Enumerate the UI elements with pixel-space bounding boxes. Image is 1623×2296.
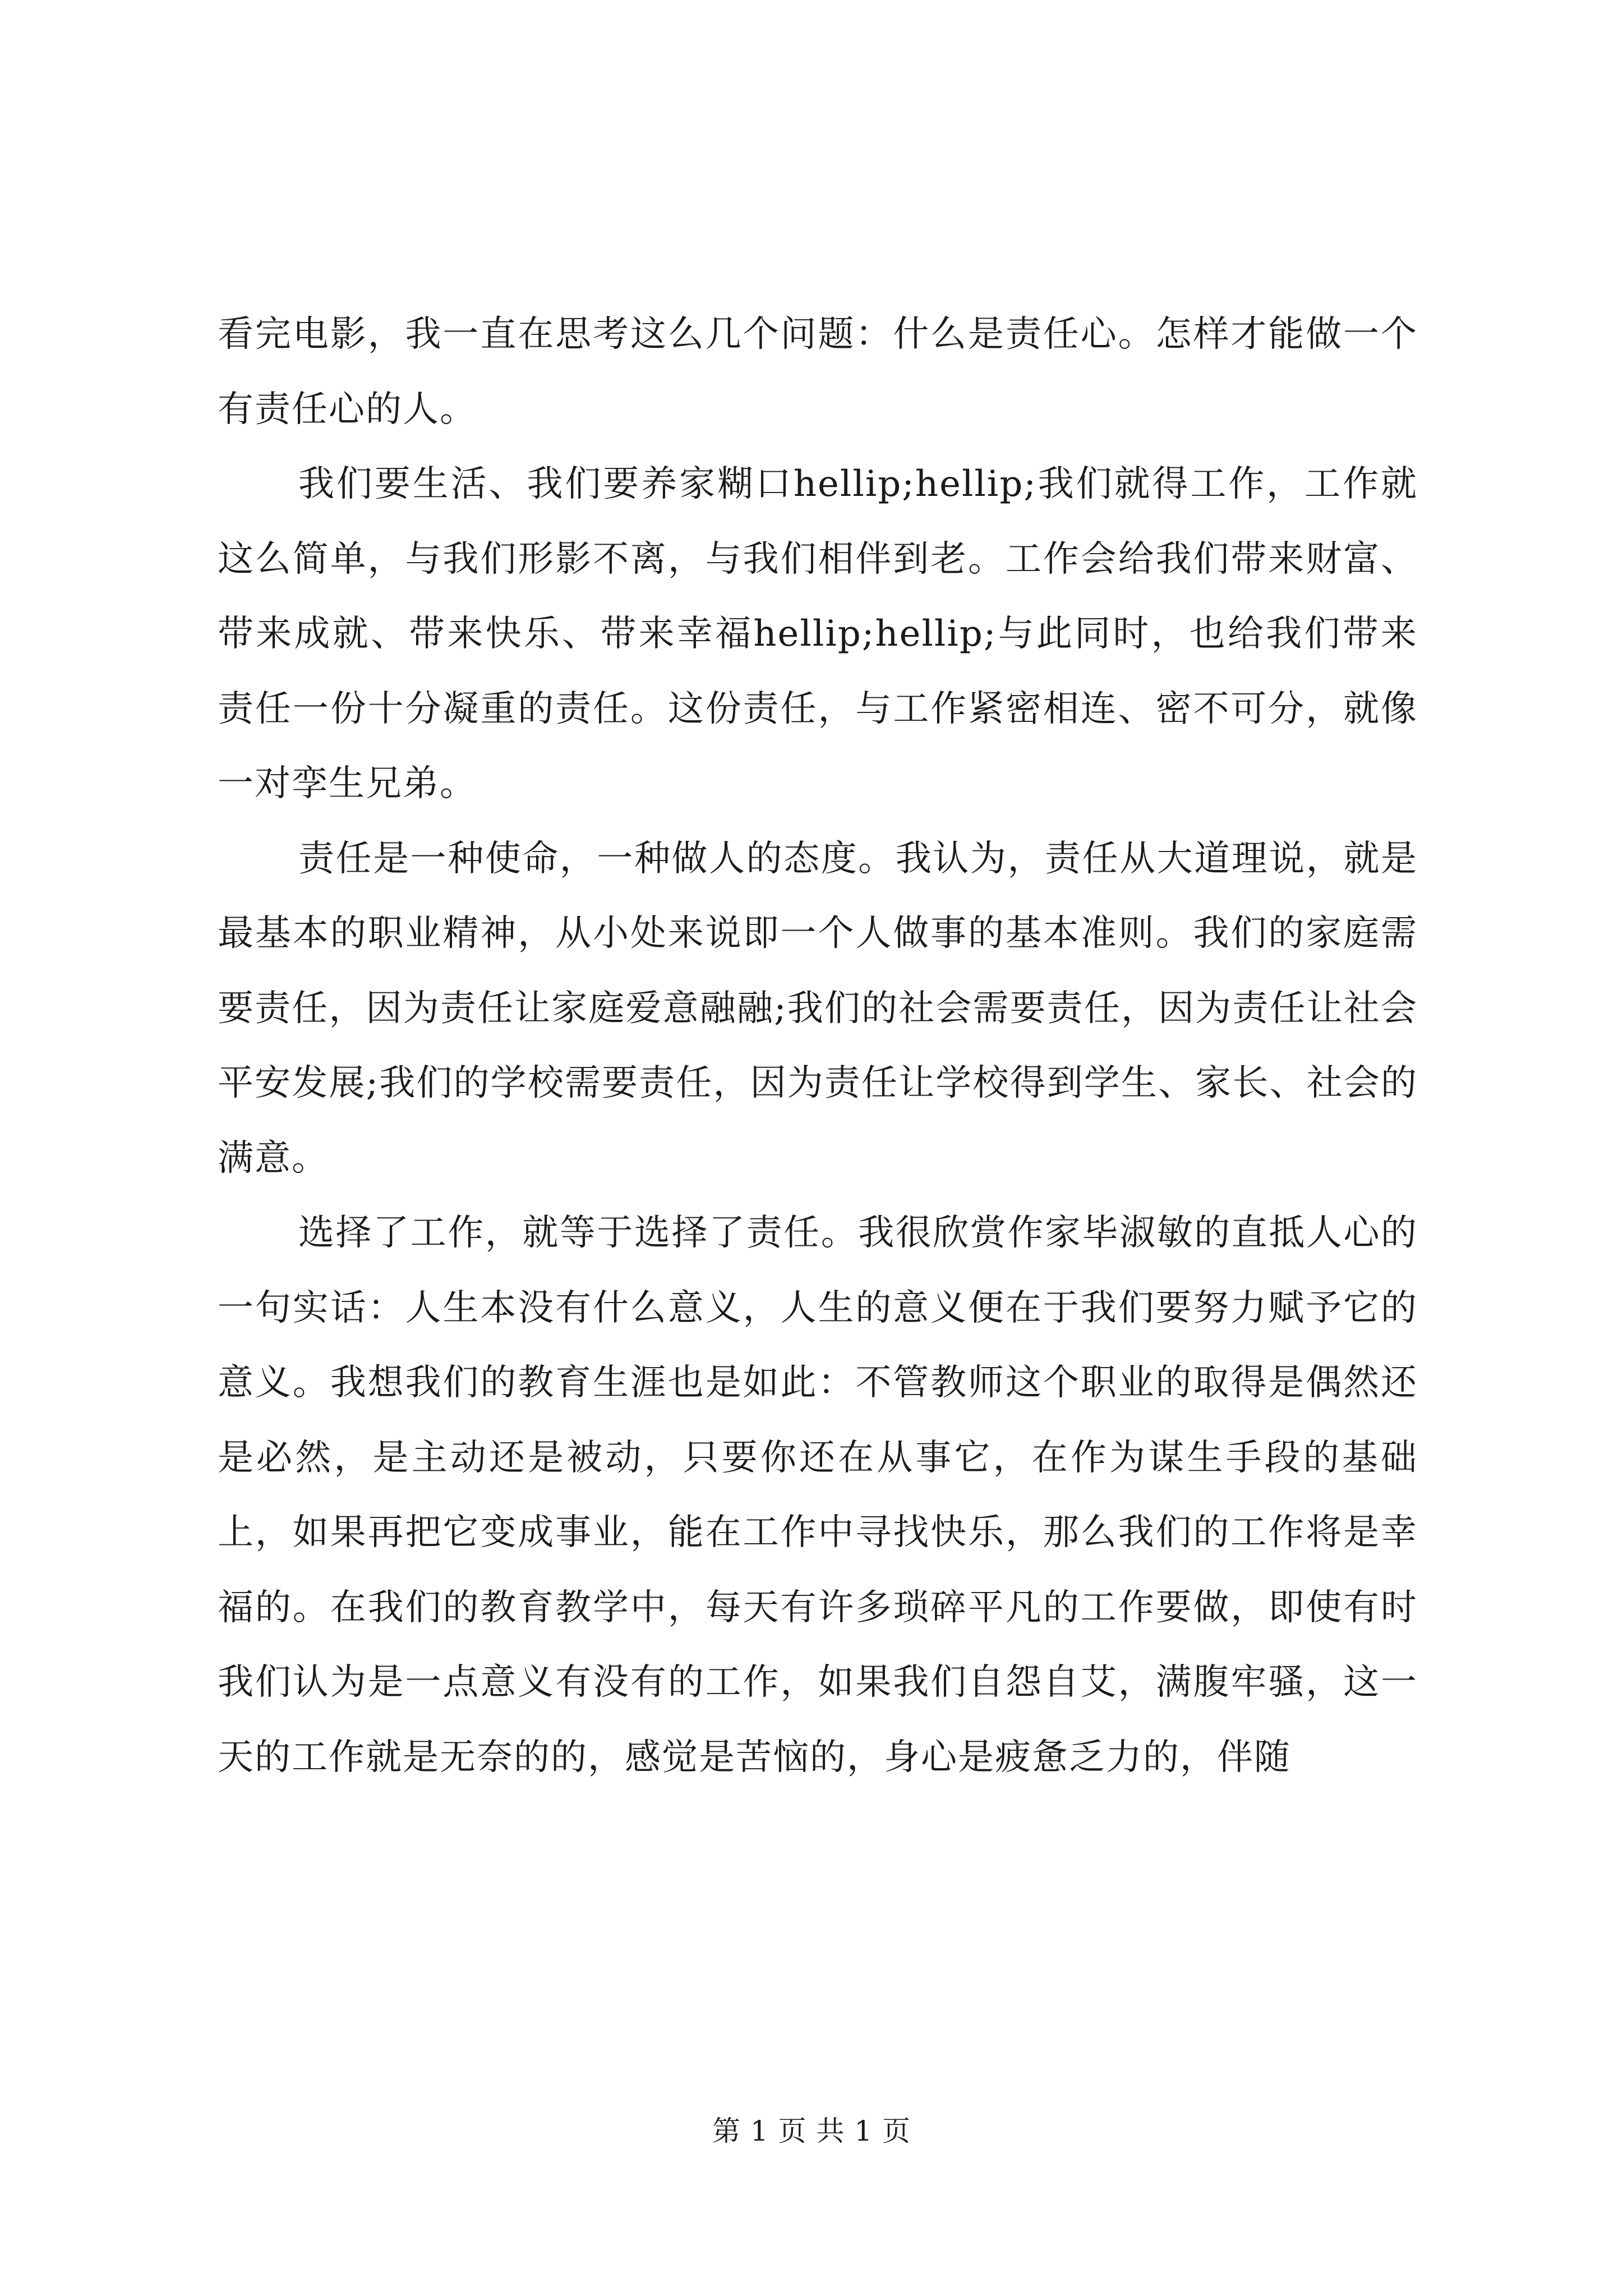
paragraph-work: 我们要生活、我们要养家糊口hellip;hellip;我们就得工作，工作就这么简单，与我们形影不离，与我们相伴到老。工作会给我们带来财富、带来成就、带来快乐、带来幸福hellip;hellip;与此同时，也给我们带来责任一份十分凝重的责任。这份责任，与工作紧密相连、密不可分，就像一对孪生兄弟。 xyxy=(218,463,1418,804)
page-number-footer: 第 1 页 共 1 页 xyxy=(712,2115,911,2147)
paragraph-responsibility: 责任是一种使命，一种做人的态度。我认为，责任从大道理说，就是最基本的职业精神，从小处来说即一个人做事的基本准则。我们的家庭需要责任，因为责任让家庭爱意融融;我们的社会需要责任，因为责任让社会平安发展;我们的学校需要责任，因为责任让学校得到学生、家长、社会的满意。 xyxy=(218,838,1418,1179)
paragraph-intro: 看完电影，我一直在思考这么几个问题：什么是责任心。怎样才能做一个有责任心的人。 xyxy=(218,314,1418,430)
document-body xyxy=(218,297,1418,1795)
paragraph-choice: 选择了工作，就等于选择了责任。我很欣赏作家毕淑敏的直抵人心的一句实话：人生本没有什么意义，人生的意义便在于我们要努力赋予它的意义。我想我们的教育生涯也是如此：不管教师这个职业的取得是偶然还是必然，是主动还是被动，只要你还在从事它，在作为谋生手段的基础上，如果再把它变成事业，能在工作中寻找快乐，那么我们的工作将是幸福的。在我们的教育教学中，每天有许多琐碎平凡的工作要做，即使有时我们认为是一点意义有没有的工作，如果我们自怨自艾，满腹牢骚，这一天的工作就是无奈的的，感觉是苦恼的，身心是疲惫乏力的，伴随 xyxy=(218,1212,1418,1778)
